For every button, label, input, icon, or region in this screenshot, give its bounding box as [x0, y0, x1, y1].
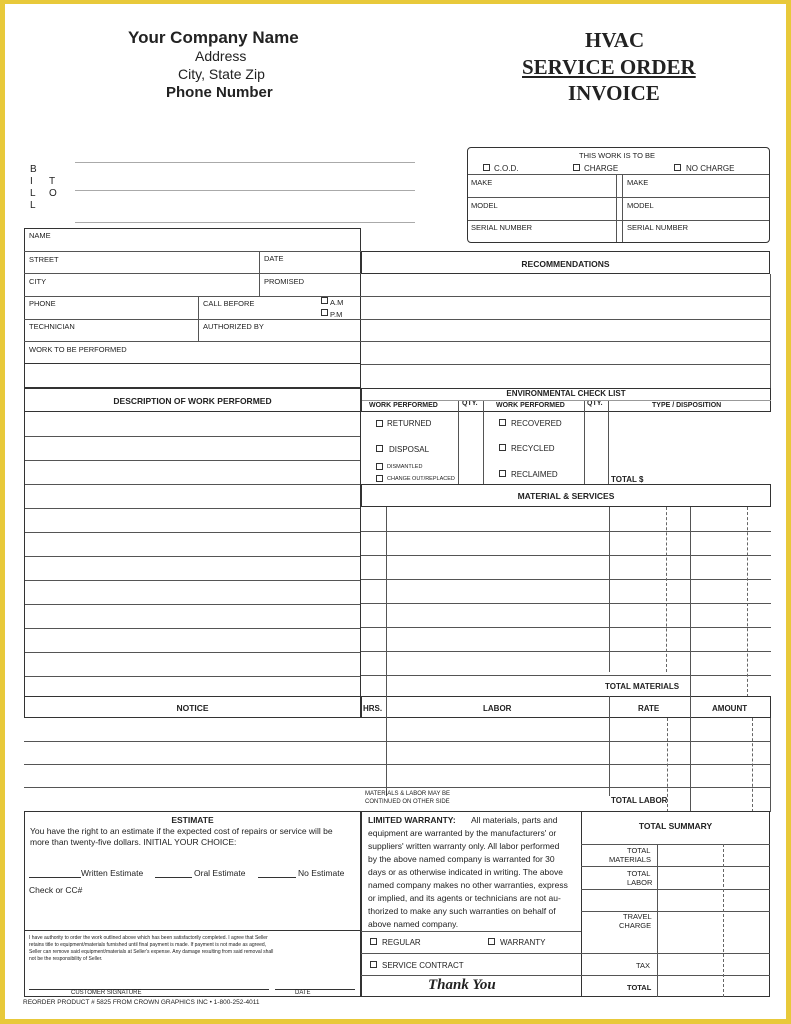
work-type-divider — [468, 174, 769, 175]
cod-label: C.O.D. — [494, 164, 519, 173]
regular-checkbox[interactable] — [370, 938, 377, 945]
reclaimed-checkbox[interactable] — [499, 470, 506, 477]
charge-checkbox[interactable] — [573, 164, 580, 171]
oral-estimate-initial[interactable] — [155, 877, 192, 878]
invoice-page — [5, 4, 786, 1019]
recommendation-line-4[interactable] — [361, 364, 770, 365]
customer-row-1 — [24, 251, 361, 252]
cod-checkbox[interactable] — [483, 164, 490, 171]
description-row-line — [25, 628, 360, 629]
company-phone: Phone Number — [166, 84, 273, 101]
date-divider — [259, 251, 260, 296]
labor-row-line — [24, 741, 771, 742]
description-row-line — [25, 508, 360, 509]
bill-to-line-2[interactable] — [75, 190, 415, 191]
authority-text-3: Seller can remove said equipment/materials at Seller's expense. Any damage resulting from said removal shall — [29, 949, 274, 955]
continued-note-2: CONTINUED ON OTHER SIDE — [365, 799, 450, 805]
description-rows[interactable] — [24, 412, 361, 697]
warranty-line-3: by the above named company is warranted for 30 — [368, 854, 555, 864]
authorized-by-field[interactable]: AUTHORIZED BY — [203, 322, 264, 331]
no-charge-label: NO CHARGE — [686, 164, 735, 173]
make-label-2[interactable]: MAKE — [627, 178, 649, 187]
warranty-line-6: or implied, and its agents or technicians are not au- — [368, 893, 561, 903]
company-city-state-zip: City, State Zip — [178, 66, 265, 82]
warranty-line-2: suppliers' written warranty only. All labor performed — [368, 841, 560, 851]
warranty-label: WARRANTY — [500, 938, 546, 947]
summary-row-3 — [581, 889, 770, 890]
recommendation-line-1[interactable] — [361, 296, 770, 297]
warranty-checkbox[interactable] — [488, 938, 495, 945]
recovered-checkbox[interactable] — [499, 419, 506, 426]
dismantled-checkbox[interactable] — [376, 463, 383, 470]
summary-label-divider — [657, 844, 658, 997]
description-row-line — [25, 652, 360, 653]
no-estimate-label: No Estimate — [298, 868, 345, 878]
env-type-divider — [608, 400, 609, 484]
estimate-text-1: You have the right to an estimate if the expected cost of repairs or service will be — [30, 826, 333, 836]
customer-row-3 — [24, 296, 361, 297]
summary-row-2 — [581, 866, 770, 867]
materials-row-line — [361, 651, 771, 652]
city-field[interactable]: CITY — [29, 277, 47, 286]
warranty-line-4: days or as otherwise indicated in writing. The above — [368, 867, 563, 877]
unit-column-divider-2 — [622, 174, 623, 242]
materials-price-cents — [666, 507, 667, 672]
env-col-work-1: WORK PERFORMED — [369, 402, 438, 409]
env-total-label: TOTAL $ — [611, 475, 644, 484]
summary-box — [581, 811, 770, 997]
description-row-line — [25, 436, 360, 437]
summary-total-materials-2: MATERIALS — [609, 855, 651, 864]
regular-label: REGULAR — [382, 938, 421, 947]
materials-heading: MATERIAL & SERVICES — [517, 491, 615, 501]
make-row-divider — [468, 197, 769, 198]
authority-text-1: I have authority to order the work outlined above which has been satisfactorily completed. I agree that Seller — [29, 935, 268, 941]
technician-field[interactable]: TECHNICIAN — [29, 322, 75, 331]
bill-letter-l2: L — [30, 200, 36, 211]
pm-label: P.M — [330, 310, 343, 319]
warranty-line-1: equipment are warranted by the manufacturers' or — [368, 828, 557, 838]
summary-cents-divider — [723, 844, 724, 997]
pm-checkbox[interactable] — [321, 309, 328, 316]
summary-row-1 — [581, 844, 770, 845]
summary-total-labor-1: TOTAL — [627, 869, 651, 878]
rate-heading: RATE — [638, 704, 660, 713]
materials-row-line — [361, 555, 771, 556]
serial-label-2[interactable]: SERIAL NUMBER — [627, 223, 688, 232]
customer-signature-line[interactable] — [29, 989, 269, 990]
labor-amount-cents — [752, 718, 753, 812]
amount-heading: AMOUNT — [712, 704, 748, 713]
signature-date-line[interactable] — [275, 989, 355, 990]
no-estimate-initial[interactable] — [258, 877, 296, 878]
warranty-line-8: above named company. — [368, 919, 459, 929]
description-row-line — [25, 676, 360, 677]
notice-heading: NOTICE — [176, 703, 209, 713]
customer-signature-label: CUSTOMER SIGNATURE — [71, 990, 142, 996]
recovered-label: RECOVERED — [511, 419, 562, 428]
bill-letter-b: B — [30, 164, 37, 175]
labor-header — [361, 696, 771, 718]
reclaimed-label: RECLAIMED — [511, 470, 558, 479]
authority-text-4: not be the responsibility of Seller. — [29, 956, 103, 962]
description-row-line — [25, 532, 360, 533]
to-letter-t: T — [49, 176, 56, 187]
summary-travel-2: CHARGE — [619, 921, 652, 930]
bill-to-line-3[interactable] — [75, 222, 415, 223]
summary-tax: TAX — [636, 961, 651, 970]
bill-letter-i: I — [30, 176, 33, 187]
total-materials-label: TOTAL MATERIALS — [605, 682, 680, 691]
work-to-be-performed-line[interactable] — [24, 364, 361, 388]
materials-row-line — [361, 675, 771, 676]
description-row-line — [25, 460, 360, 461]
materials-row-line — [361, 579, 771, 580]
summary-row-4 — [581, 911, 770, 912]
to-letter-o: O — [49, 188, 57, 199]
materials-desc-divider — [609, 507, 610, 672]
model-label-2[interactable]: MODEL — [627, 201, 654, 210]
materials-row-line — [361, 531, 771, 532]
summary-row-6 — [581, 975, 770, 976]
title-invoice: INVOICE — [568, 81, 660, 105]
labor-row-line — [24, 764, 771, 765]
reorder-footer: REORDER PRODUCT # 5825 FROM CROWN GRAPHICS INC • 1-800-252-4011 — [23, 999, 260, 1006]
labor-heading: LABOR — [483, 704, 512, 713]
recycled-label: RECYCLED — [511, 444, 555, 453]
promised-field[interactable]: PROMISED — [264, 277, 305, 286]
work-to-be-performed-field[interactable]: WORK TO BE PERFORMED — [29, 345, 127, 354]
title-service-order: SERVICE ORDER — [522, 55, 696, 79]
estimate-text-2: more than twenty-five dollars. INITIAL YOUR CHOICE: — [30, 837, 237, 847]
warranty-line-0: All materials, parts and — [471, 815, 558, 825]
customer-row-5 — [24, 341, 361, 342]
description-heading: DESCRIPTION OF WORK PERFORMED — [113, 396, 272, 406]
summary-travel-1: TRAVEL — [623, 912, 652, 921]
recommendations-heading: RECOMMENDATIONS — [521, 259, 610, 269]
warranty-divider-3 — [361, 975, 582, 976]
total-labor-label: TOTAL LABOR — [611, 796, 668, 805]
materials-amount-cents — [747, 507, 748, 697]
unit-column-divider — [616, 174, 617, 242]
recycled-checkbox[interactable] — [499, 444, 506, 451]
env-subheader-line — [362, 400, 771, 401]
company-address: Address — [195, 48, 247, 64]
authority-text-2: retains title to equipment/materials furnished until final payment is made. If payment is not made as agreed, — [29, 942, 267, 948]
description-row-line — [25, 604, 360, 605]
labor-right-edge — [770, 718, 771, 812]
estimate-heading: ESTIMATE — [171, 815, 214, 825]
summary-total-labor-2: LABOR — [627, 878, 653, 887]
work-type-heading: THIS WORK IS TO BE — [579, 151, 655, 160]
change-out-checkbox[interactable] — [376, 475, 383, 482]
env-col-qty-1: QTY. — [462, 400, 478, 407]
continued-note-1: MATERIALS & LABOR MAY BE — [365, 791, 451, 797]
description-row-line — [25, 484, 360, 485]
am-label: A.M — [330, 298, 344, 307]
description-row-line — [25, 556, 360, 557]
customer-row-4 — [24, 319, 361, 320]
call-before-field[interactable]: CALL BEFORE — [203, 299, 255, 308]
written-estimate-initial[interactable] — [29, 877, 81, 878]
warranty-divider-1 — [361, 931, 582, 932]
env-col-work-2: WORK PERFORMED — [496, 402, 565, 409]
bill-to-line-1[interactable] — [75, 162, 415, 163]
disposal-label: DISPOSAL — [389, 445, 430, 454]
recommendation-line-3[interactable] — [361, 341, 770, 342]
disposal-checkbox[interactable] — [376, 445, 383, 452]
recommendations-right-edge — [770, 274, 771, 388]
returned-checkbox[interactable] — [376, 420, 383, 427]
written-estimate-label: Written Estimate — [81, 868, 144, 878]
name-field[interactable]: NAME — [29, 231, 51, 240]
materials-amount-divider — [690, 507, 691, 697]
env-work-divider-2 — [483, 400, 484, 484]
materials-row-line — [361, 603, 771, 604]
warranty-heading: LIMITED WARRANTY: — [368, 815, 456, 825]
check-cc-field[interactable]: Check or CC# — [29, 885, 83, 895]
summary-heading: TOTAL SUMMARY — [638, 821, 713, 831]
title-hvac: HVAC — [585, 28, 645, 52]
thank-you-text: Thank You — [428, 977, 496, 993]
warranty-line-7: thorized to make any such warranties on behalf of — [368, 906, 556, 916]
phone-divider — [198, 296, 199, 341]
oral-estimate-label: Oral Estimate — [194, 868, 246, 878]
labor-row-line — [24, 787, 771, 788]
materials-grid[interactable] — [361, 507, 771, 697]
env-qty-divider-1 — [458, 400, 459, 484]
env-col-qty-2: QTY. — [587, 400, 603, 407]
bill-letter-l1: L — [30, 188, 36, 199]
model-row-divider — [468, 220, 769, 221]
warranty-line-5: named company makes no other warranties, express — [368, 880, 568, 890]
service-contract-checkbox[interactable] — [370, 961, 377, 968]
materials-row-line — [361, 627, 771, 628]
hrs-heading: HRS. — [363, 704, 383, 713]
env-qty-divider-2 — [584, 400, 585, 484]
description-row-line — [25, 580, 360, 581]
make-label-1[interactable]: MAKE — [471, 178, 493, 187]
env-col-type: TYPE / DISPOSITION — [652, 402, 722, 409]
warranty-divider-2 — [361, 953, 582, 954]
summary-total-materials-1: TOTAL — [627, 846, 651, 855]
dismantled-label: DISMANTLED — [387, 464, 423, 470]
street-field[interactable]: STREET — [29, 255, 59, 264]
service-contract-label: SERVICE CONTRACT — [382, 961, 464, 970]
summary-total: TOTAL — [627, 983, 652, 992]
signature-date-label: DATE — [295, 990, 311, 996]
am-checkbox[interactable] — [321, 297, 328, 304]
model-label-1[interactable]: MODEL — [471, 201, 498, 210]
summary-row-5 — [581, 953, 770, 954]
change-out-label: CHANGE OUT/REPLACED — [387, 476, 455, 482]
company-name: Your Company Name — [128, 28, 299, 47]
materials-qty-divider — [386, 507, 387, 697]
no-charge-checkbox[interactable] — [674, 164, 681, 171]
phone-field[interactable]: PHONE — [29, 299, 56, 308]
returned-label: RETURNED — [387, 419, 432, 428]
date-field[interactable]: DATE — [264, 254, 284, 263]
recommendation-line-2[interactable] — [361, 319, 770, 320]
serial-label-1[interactable]: SERIAL NUMBER — [471, 223, 532, 232]
env-check-heading: ENVIRONMENTAL CHECK LIST — [506, 389, 626, 398]
charge-label: CHARGE — [584, 164, 619, 173]
customer-row-2 — [24, 273, 361, 274]
